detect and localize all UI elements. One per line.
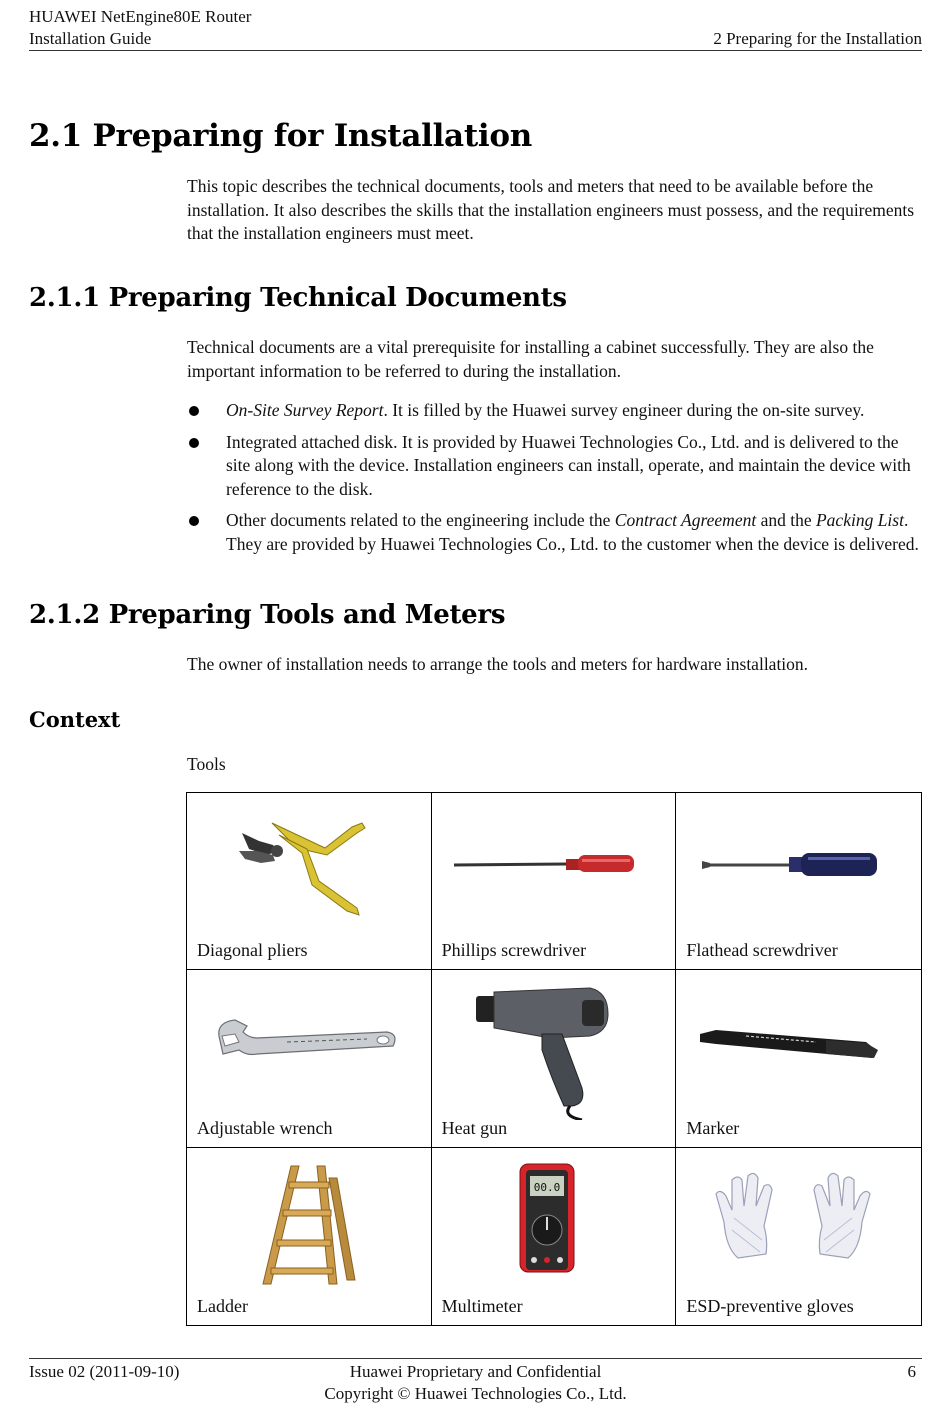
- header-product: HUAWEI NetEngine80E Router: [29, 7, 252, 26]
- tool-name: Diagonal pliers: [197, 940, 308, 961]
- ladder-icon: [187, 1148, 431, 1298]
- tools-table: [186, 792, 922, 1326]
- confidential-text: Huawei Proprietary and Confidential: [349, 1362, 602, 1381]
- list-item-text: Other documents related to the engineering include the: [226, 510, 615, 530]
- list-item: [187, 431, 927, 502]
- tool-name: Ladder: [197, 1295, 248, 1316]
- list-item-text: . They are provided by Huawei Technologies Co., Ltd. to the customer when the device is delivered.: [226, 510, 919, 554]
- marker-icon: [676, 970, 920, 1120]
- issue-info: Issue 02 (2011-09-10): [29, 1362, 180, 1381]
- bullet-icon: [189, 516, 199, 526]
- tools-label: Tools: [187, 754, 226, 774]
- tool-cell: [432, 970, 677, 1147]
- confidentiality-notice: [29, 1361, 922, 1405]
- list-item: [187, 509, 927, 556]
- tool-cell: [187, 793, 432, 970]
- flathead-screwdriver-icon: [676, 793, 920, 943]
- copyright-text: Copyright © Huawei Technologies Co., Ltd.: [324, 1384, 627, 1403]
- tool-cell: [676, 970, 921, 1147]
- survey-report-title: On-Site Survey Report: [226, 400, 384, 420]
- section-2-1-1-intro: Technical documents are a vital prerequisite for installing a cabinet successfully. They are also the important information to be referred to during the installation.: [187, 337, 874, 381]
- tool-cell: [432, 793, 677, 970]
- section-2-1-title: 2.1 Preparing for Installation: [29, 118, 532, 154]
- page-number: 6: [907, 1362, 916, 1381]
- section-2-1-1-title: 2.1.1 Preparing Technical Documents: [29, 283, 567, 313]
- packing-list-title: Packing List: [815, 510, 904, 530]
- bullet-icon: [189, 438, 199, 448]
- list-item-text: Integrated attached disk. It is provided by Huawei Technologies Co., Ltd. and is delivered to the site along with the device. Installation engineers can install, operate, and maintain the device with reference to the disk.: [226, 431, 911, 499]
- tool-name: Adjustable wrench: [197, 1117, 333, 1138]
- multimeter-icon: [432, 1148, 676, 1298]
- tool-cell: [187, 1148, 432, 1325]
- page-footer: [29, 1358, 922, 1407]
- list-item-text: . It is filled by the Huawei survey engineer during the on-site survey.: [383, 400, 865, 420]
- esd-gloves-icon: [676, 1148, 920, 1298]
- tool-name: Multimeter: [441, 1295, 523, 1316]
- list-item: [187, 399, 927, 423]
- bullet-icon: [189, 406, 199, 416]
- tool-name: Heat gun: [441, 1117, 508, 1138]
- header-chapter: 2 Preparing for the Installation: [713, 29, 922, 48]
- tool-cell: [676, 793, 921, 970]
- adjustable-wrench-icon: [187, 970, 431, 1120]
- heat-gun-icon: [432, 970, 676, 1120]
- multimeter-display: 00.0: [533, 1180, 560, 1194]
- tool-name: ESD-preventive gloves: [686, 1295, 854, 1316]
- section-2-1-intro: This topic describes the technical documents, tools and meters that need to be available before the installation. It also describes the skills that the installation engineers must possess, and the requirements that the installation engineers must meet.: [187, 176, 915, 243]
- contract-agreement-title: Contract Agreement: [614, 510, 757, 530]
- tool-name: Flathead screwdriver: [686, 940, 838, 961]
- section-2-1-2-intro: The owner of installation needs to arrange the tools and meters for hardware installation.: [187, 654, 809, 674]
- phillips-screwdriver-icon: [432, 793, 676, 943]
- tool-name: Marker: [686, 1117, 740, 1138]
- page-header: [29, 4, 922, 51]
- header-guide: Installation Guide: [29, 29, 152, 48]
- documents-list: [187, 399, 927, 564]
- diagonal-pliers-icon: [187, 793, 431, 943]
- list-item-text: and the: [756, 510, 816, 530]
- section-2-1-2-title: 2.1.2 Preparing Tools and Meters: [29, 600, 506, 630]
- tool-cell: [676, 1148, 921, 1325]
- tool-cell: [187, 970, 432, 1147]
- tool-name: Phillips screwdriver: [441, 940, 587, 961]
- tool-cell: [432, 1148, 677, 1325]
- context-heading: Context: [29, 707, 121, 732]
